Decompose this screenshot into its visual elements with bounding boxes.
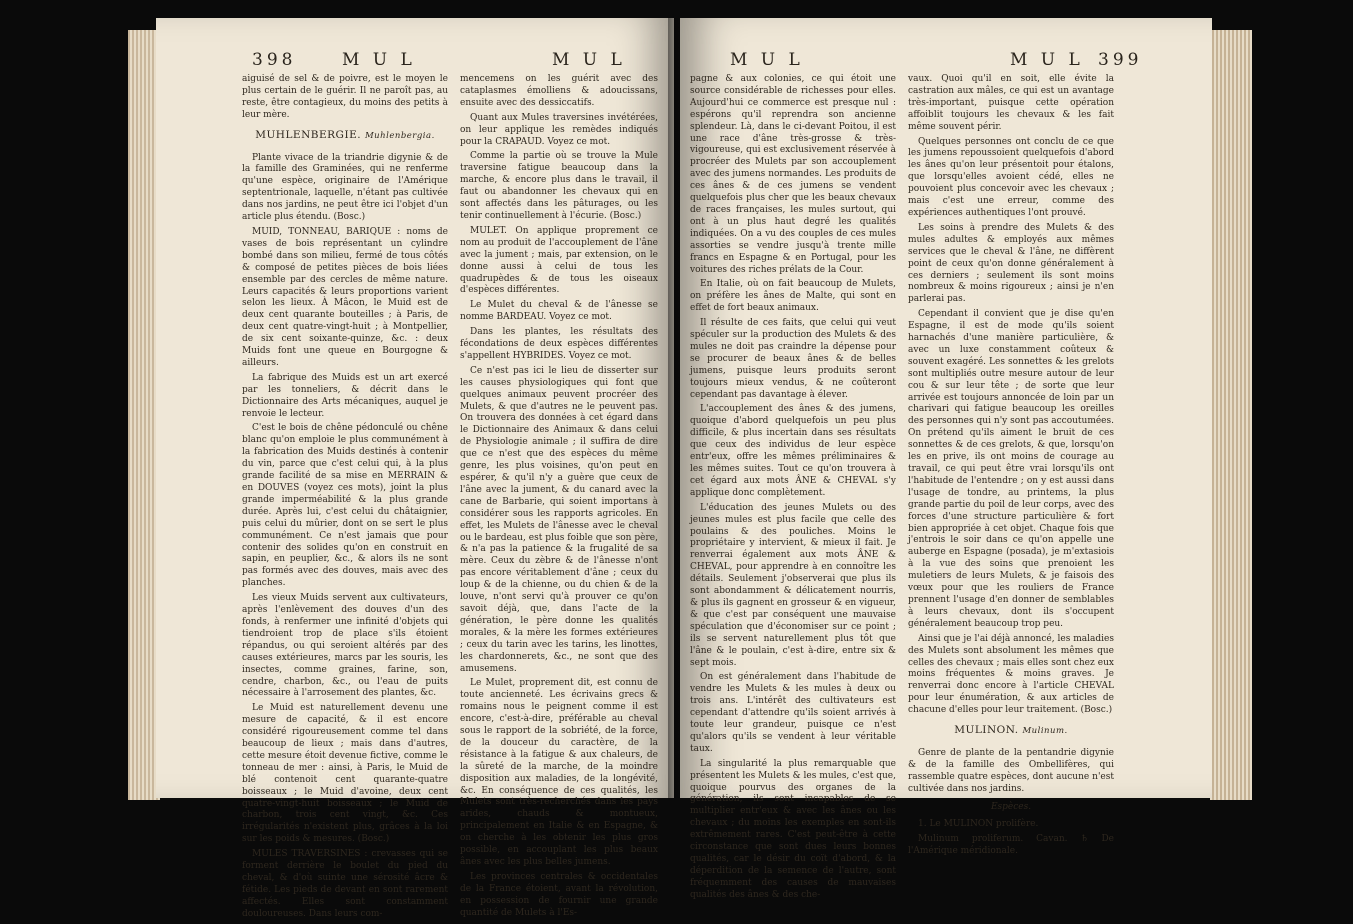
species-latin: Mulinum proliferum. Cavan. ♄ De l'Amérique méridionale.	[908, 834, 1114, 857]
species-heading: Espèces.	[990, 801, 1032, 812]
paragraph: Cependant il convient que je dise qu'en Espagne, il est de mode qu'ils soient harnachés d'une manière particulière, & avec un luxe constamment coûteux & souvent exagéré. Les sonnettes & les grelots sont multipliés outre mesure autour de leur cou & sur leur tête ; de sorte que leur arrivée est toujours annoncée de loin par un charivari qui fatigue beaucoup les oreilles des personnes qui n'y sont pas accoutumées. On prétend qu'ils aiment le bruit de ces sonnettes & de ces grelots, & que, lorsqu'on les en prive, ils ont moins de courage au travail, ce qui peut être vrai lorsqu'ils ont l'habitude de l'entendre ; on y est aussi dans l'usage de tondre, au printems, la plus grande partie du poil de leur corps, avec des forces d'une structure particulière & fort bien appropriée à cet objet. Chaque fois que j'entrois le soir dans ce qu'on appelle une auberge en Espagne (posada), je m'extasiois à la vue des soins que prenoient les muletiers de leurs Mulets, & je faisois des vœux pour que les rouliers de France prennent l'usage d'en donner de semblables à leurs chevaux, dont ils s'occupent généralement beaucoup trop peu.	[908, 309, 1114, 629]
left-column-2	[460, 74, 658, 923]
paragraph: aiguisé de sel & de poivre, est le moyen le plus certain de le guérir. Il ne paroît pas, au reste, être contagieux, du moins des petits à leur mère.	[242, 74, 448, 120]
entry-heading	[242, 130, 448, 143]
page-number-left: 398	[252, 50, 297, 70]
right-page-edges	[1210, 30, 1252, 800]
paragraph: Ce n'est pas ici le lieu de disserter sur les causes physiologiques qui font que quelques animaux peuvent procréer des Mulets, & que d'autres ne le peuvent pas. On trouvera des données à cet égard dans le Dictionnaire des Animaux & dans celui de Physiologie animale ; il suffira de dire que ce n'est que des espèces du même genre, les plus voisines, qu'on peut en espérer, & qu'il n'y a guère que ceux de l'âne avec la jument, & du canard avec la cane de Barbarie, qui soient importans à considérer sous les rapports agricoles. En effet, les Mulets de l'ânesse avec le cheval ou le bardeau, est plus foible que son père, & n'a pas la patience & la frugalité de sa mère. Ceux du zèbre & de l'ânesse n'ont pas encore véritablement d'âne ; ceux du loup & de la chienne, ou du chien & de la louve, n'ont servi qu'à prouver ce qu'on savoit déjà, que, dans l'acte de la génération, le père donne les qualités morales, & la mère les formes extérieures ; ceux du tarin avec les tarins, les linottes, les chardonnerets, &c., ne sont que des amusemens.	[460, 365, 658, 674]
paragraph: L'éducation des jeunes Mulets ou des jeunes mules est plus facile que celle des poulains & des pouliches. Moins le propriétaire y intervient, & mieux il fait. Je renverrai également aux mots ÂNE & CHEVAL, pour apprendre à en connoître les détails. Seulement j'observerai que plus ils sont abondamment & délicatement nourris, & plus ils gagnent en grosseur & en vigueur, & que c'est par conséquent une mauvaise spéculation que d'économiser sur ce point ; ils se servent naturellement plus tôt que l'âne & le poulain, c'est à-dire, entre six & sept mois.	[690, 502, 896, 668]
right-column-1	[690, 74, 896, 905]
paragraph: Ainsi que je l'ai déjà annoncé, les maladies des Mulets sont absolument les mêmes que celles des chevaux ; mais elles sont chez eux moins fréquentes & moins graves. Je renverrai donc encore à l'article CHEVAL pour leur énumération, & aux articles de chacune d'elles pour leur traitement. (Bosc.)	[908, 633, 1114, 716]
paragraph: Le Mulet, proprement dit, est connu de toute ancienneté. Les écrivains grecs & romains nous le peignent comme il est encore, c'est-à-dire, préférable au cheval sous le rapport de la sobriété, de la force, de la douceur du caractère, de la résistance à la fatigue & aux chaleurs, de la sûreté de la marche, de la moindre disposition aux maladies, de la longévité, &c. En conséquence de ces qualités, les Mulets sont très-recherchés dans les pays arides, chauds & montueux, principalement en Italie & en Espagne, & on cherche à les obtenir les plus gros possible, en accouplant les plus beaux ânes avec les plus belles jumens.	[460, 678, 658, 867]
left-page	[156, 18, 674, 919]
species-item: 1. Le MULINON prolifère.	[918, 819, 1039, 830]
paragraph: Les vieux Muids servent aux cultivateurs, après l'enlèvement des douves d'un des fonds, à renfermer une infinité d'objets qui tiendroient trop de place s'ils étoient répandus, ou qui seroient altérés par des causes extérieures, marcs par les souris, les insectes, comme graines, farine, son, cendre, charbon, &c., ou l'eau de puits nécessaire à l'arrosement des plantes, &c.	[242, 593, 448, 699]
paragraph: C'est le bois de chêne pédonculé ou chêne blanc qu'on emploie le plus communément à la fabrication des Muids destinés à contenir du vin, parce que c'est celui qui, à la plus grande facilité de sa mise en MERRAIN & en DOUVES (voyez ces mots), joint la plus grande imperméabilité & la plus grande durée. Après lui, c'est celui du châtaignier, puis celui du mûrier, dont on se sert le plus communément. Ce n'est jamais que pour contenir des solides qu'on en construit en sapin, en peuplier, &c., & alors ils ne sont pas formés avec des douves, mais avec des planches.	[242, 423, 448, 589]
right-column-2	[908, 74, 1114, 861]
entry-latin: Muhlenbergia.	[364, 130, 435, 141]
paragraph: La fabrique des Muids est un art exercé par les tonneliers, & décrit dans le Dictionnaire des Arts mécaniques, auquel je renvoie le lecteur.	[242, 372, 448, 419]
paragraph: On est généralement dans l'habitude de vendre les Mulets & les mules à deux ou trois ans. L'intérêt des cultivateurs est cependant d'attendre qu'ils soient arrivés à toute leur grandeur, puisque ce n'est qu'alors qu'ils se vendent à leur véritable taux.	[690, 672, 896, 754]
paragraph: MULES TRAVERSINES : crevasses qui se forment derrière le boulet du pied du cheval, & d'où suinte une sérosité âcre & fétide. Les pieds de devant en sont rarement affectés. Elles sont constamment douloureuses. Dans leurs com-	[242, 849, 448, 919]
entry-title: MULINON.	[954, 724, 1019, 737]
page-number-right: 399	[1098, 50, 1143, 70]
paragraph: Il résulte de ces faits, que celui qui veut spéculer sur la production des Mulets & des mules ne doit pas craindre la dépense pour se procurer de beaux ânes & de belles jumens, puisque leurs produits seront toujours mieux vendus, & ne coûteront cependant pas davantage à élever.	[690, 318, 896, 400]
paragraph: Comme la partie où se trouve la Mule traversine fatigue beaucoup dans la marche, & encore plus dans le travail, il faut ou abandonner les chevaux qui en sont affectés dans les pâturages, ou les tenir continuellement à l'écurie. (Bosc.)	[460, 151, 658, 221]
running-head-left-2: M U L	[552, 50, 626, 70]
paragraph: La singularité la plus remarquable que présentent les Mulets & les mules, c'est que, quoique pourvus des organes de la génération, ils sont incapables de se multiplier entr'eux & avec les ânes ou les chevaux ; du moins les exemples en sont-ils extrêmement rares. C'est peut-être à cette circonstance que sont dues leurs bonnes qualités, car le désir du coït d'abord, & la déperdition de la semence de l'autre, sont fréquemment des causes de mauvaises qualités des ânes & des che-	[690, 758, 896, 900]
paragraph: Les soins à prendre des Mulets & des mules adultes & employés aux mêmes services que le cheval & l'âne, ne diffèrent point de ceux qu'on donne généralement à ces derniers ; seulement ils sont moins nombreux & moins rigoureux ; ainsi je n'en parlerai pas.	[908, 222, 1114, 305]
paragraph: Quant aux Mules traversines invétérées, on leur applique les remèdes indiqués pour la CRAPAUD. Voyez ce mot.	[460, 112, 658, 147]
paragraph: Quelques personnes ont conclu de ce que les jumens repoussoient quelquefois d'abord les ânes qu'on leur présentoit pour étalons, que lorsqu'elles avoient cédé, elles ne pouvoient plus concevoir avec les chevaux ; mais c'est une erreur, comme des expériences authentiques l'ont prouvé.	[908, 136, 1114, 218]
paragraph: Le Muid est naturellement devenu une mesure de capacité, & il est encore considéré rigoureusement comme tel dans beaucoup de lieux ; mais dans d'autres, cette mesure étoit devenue fictive, comme le tonneau de mer : ainsi, à Paris, le Muid de blé contenoit cent quarante-quatre boisseaux ; le Muid d'avoine, deux cent quatre-vingt-huit boisseaux ; le Muid de charbon, trois cent vingt, &c. Ces irrégularités n'existent plus, grâces à la loi sur les poids & mesures. (Bosc.)	[242, 703, 448, 845]
entry-latin: Mulinum.	[1022, 726, 1068, 737]
paragraph: En Italie, où on fait beaucoup de Mulets, on préfère les ânes de Malte, qui sont en effet de fort beaux animaux.	[690, 279, 896, 314]
running-head-right-2: M U L	[1010, 50, 1084, 70]
right-page	[680, 18, 1212, 900]
left-column-1	[242, 74, 448, 924]
paragraph: Dans les plantes, les résultats des fécondations de deux espèces différentes s'appellent HYBRIDES. Voyez ce mot.	[460, 327, 658, 361]
paragraph: Les provinces centrales & occidentales de la France étoient, avant la révolution, en possession de fournir une grande quantité de Mulets à l'Es-	[460, 871, 658, 918]
entry-title: MUHLENBERGIE.	[255, 128, 362, 141]
paragraph: mencemens on les guérit avec des cataplasmes émolliens & adoucissans, ensuite avec des dessiccatifs.	[460, 74, 658, 108]
paragraph: MUID, TONNEAU, BARIQUE : noms de vases de bois représentant un cylindre bombé dans son milieu, fermé de tous côtés & composé de petites pièces de bois liées ensemble par des cercles de même nature. Leurs capacités & leurs proportions varient selon les lieux. À Mâcon, le Muid est de deux cent quarante bouteilles ; à Paris, de deux cent quatre-vingt-huit ; à Montpellier, de six cent soixante-quinze, &c. : deux Muids font une queue en Bourgogne & ailleurs.	[242, 226, 448, 368]
paragraph: Le Mulet du cheval & de l'ânesse se nomme BARDEAU. Voyez ce mot.	[460, 300, 658, 323]
paragraph: pagne & aux colonies, ce qui étoit une source considérable de richesses pour elles. Aujourd'hui ce commerce est presque nul : espérons qu'il reprendra son ancienne splendeur. Là, dans le ci-devant Poitou, il est une race d'âne très-grosse & très-vigoureuse, qui est exclusivement réservée à procréer des Mulets par son accouplement avec des jumens normandes. Les produits de ces ânes & de ces jumens se vendent quelquefois plus cher que les beaux chevaux de races françaises, les mules surtout, qui ont à un plus haut degré les qualités indiquées. On a vu des couples de ces mules assorties se vendre jusqu'à trente mille francs en Espagne & en Portugal, pour les voitures des riches prélats de la Cour.	[690, 74, 896, 275]
paragraph: Genre de plante de la pentandrie digynie & de la famille des Ombellifères, qui rassemble quatre espèces, dont aucune n'est cultivée dans nos jardins.	[908, 747, 1114, 794]
running-head-right-1: M U L	[730, 50, 804, 70]
paragraph: MULET. On applique proprement ce nom au produit de l'accouplement de l'âne avec la jument ; mais, par extension, on le donne aussi à celui de tous les quadrupèdes & de tous les oiseaux d'espèces différentes.	[460, 225, 658, 296]
paragraph: Plante vivace de la triandrie digynie & de la famille des Graminées, qui ne renferme qu'une espèce, originaire de l'Amérique septentrionale, laquelle, n'étant pas cultivée dans nos jardins, ne peut être ici l'objet d'un article plus étendu. (Bosc.)	[242, 152, 448, 223]
paragraph: vaux. Quoi qu'il en soit, elle évite la castration aux mâles, ce qui est un avantage très-important, puisque cette opération affoiblit toujours les chevaux & les fait même souvent périr.	[908, 74, 1114, 132]
running-head-left-1: M U L	[342, 50, 416, 70]
entry-heading	[908, 725, 1114, 738]
paragraph: L'accouplement des ânes & des jumens, quoique d'abord quelquefois un peu plus difficile, & plus incertain dans ses résultats que ceux des individus de leur espèce entr'eux, offre les mêmes préliminaires & les mêmes suites. Tout ce qu'on trouvera à cet égard aux mots ÂNE & CHEVAL s'y applique donc complètement.	[690, 404, 896, 498]
